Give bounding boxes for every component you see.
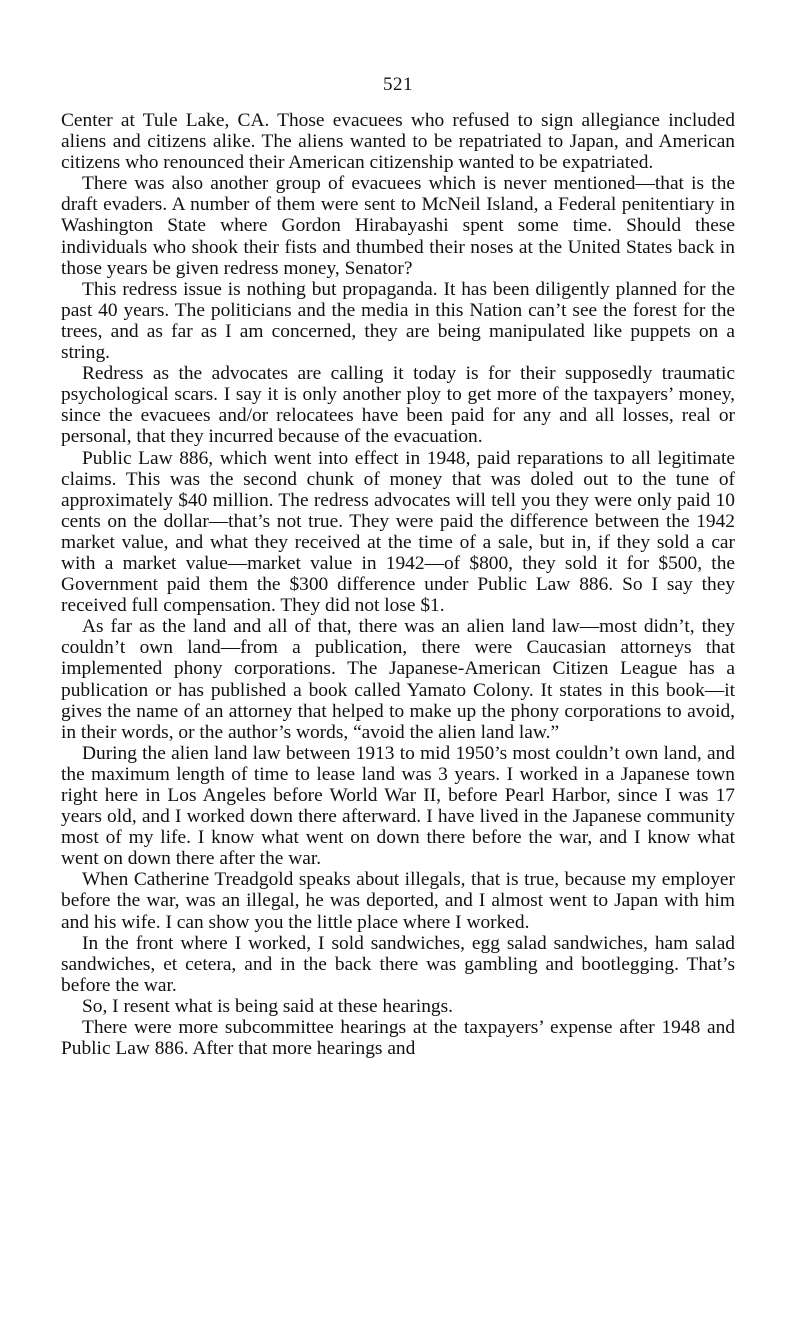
paragraph-9: In the front where I worked, I sold sandwiches, egg salad sandwiches, ham salad sandwiches, et cetera, and in the back there was gambling and bootlegging. That’s before the war.	[61, 932, 735, 996]
paragraph-2: There was also another group of evacuees which is never mentioned—that is the draft evaders. A number of them were sent to McNeil Island, a Federal penitentiary in Washington State where Gordon Hirabayashi spent some time. Should these individuals who shook their fists and thumbed their noses at the United States back in those years be given redress money, Senator?	[61, 173, 735, 279]
paragraph-11: There were more subcommittee hearings at the taxpayers’ expense after 1948 and Public Law 886. After that more hearings and	[61, 1017, 735, 1060]
paragraph-7: During the alien land law between 1913 to mid 1950’s most couldn’t own land, and the maximum length of time to lease land was 3 years. I worked in a Japanese town right here in Los Angeles before World War II, before Pearl Harbor, since I was 17 years old, and I worked down there afterward. I have lived in the Japanese community most of my life. I know what went on down there before the war, and I know what went on down there after the war.	[61, 742, 735, 870]
page-number: 521	[383, 74, 413, 95]
paragraph-5: Public Law 886, which went into effect in 1948, paid reparations to all legitimate claims. This was the second chunk of money that was doled out to the tune of approximately $40 million. The redress advocates will tell you they were only paid 10 cents on the dollar—that’s not true. They were paid the difference between the 1942 market value, and what they received at the time of a sale, but in, if they sold a car with a market value—market value in 1942—of $800, they sold it for $500, the Government paid them the $300 difference under Public Law 886. So I say they received full compensation. They did not lose $1.	[61, 447, 735, 617]
paragraph-1: Center at Tule Lake, CA. Those evacuees who refused to sign allegiance included aliens and citizens alike. The aliens wanted to be repatriated to Japan, and American citizens who renounced their American citizenship wanted to be expatriated.	[61, 110, 735, 174]
paragraph-10: So, I resent what is being said at these hearings.	[82, 995, 454, 1017]
paragraph-8: When Catherine Treadgold speaks about illegals, that is true, because my employer before the war, was an illegal, he was deported, and I almost went to Japan with him and his wife. I can show you the little place where I worked.	[61, 869, 735, 933]
document-page	[61, 74, 735, 1059]
paragraph-6: As far as the land and all of that, there was an alien land law—most didn’t, they couldn’t own land—from a publication, there were Caucasian attorneys that implemented phony corporations. The Japanese-American Citizen League has a publication or has published a book called Yamato Colony. It states in this book—it gives the name of an attorney that helped to make up the phony corporations to avoid, in their words, or the author’s words, “avoid the alien land law.”	[61, 616, 735, 743]
paragraph-4: Redress as the advocates are calling it today is for their supposedly traumatic psychological scars. I say it is only another ploy to get more of the taxpayers’ money, since the evacuees and/or relocatees have been paid for any and all losses, real or personal, that they incurred because of the evacuation.	[61, 363, 735, 448]
paragraph-3: This redress issue is nothing but propaganda. It has been diligently planned for the past 40 years. The politicians and the media in this Nation can’t see the forest for the trees, and as far as I am concerned, they are being manipulated like puppets on a string.	[61, 278, 735, 364]
